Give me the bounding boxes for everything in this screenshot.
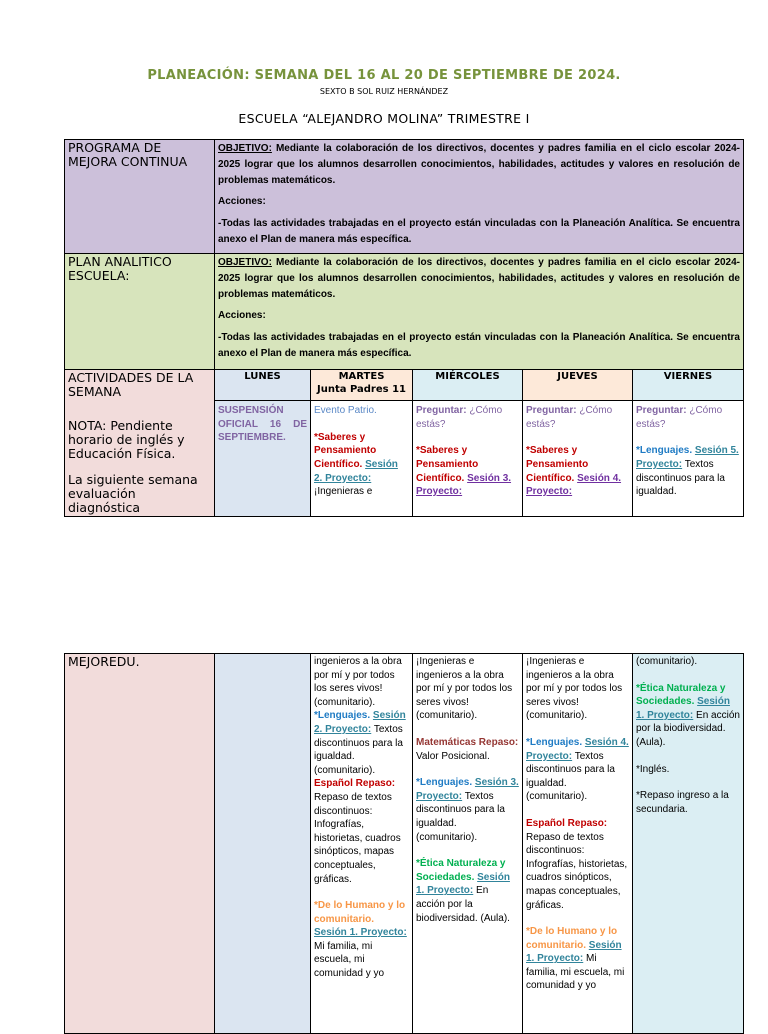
cell-martes: Evento Patrio. *Saberes y Pensamiento Científico. Sesión 2. Proyecto: ¡Ingenieras e (311, 401, 413, 517)
day-header-lunes: LUNES (215, 370, 311, 401)
programa-content (215, 140, 744, 254)
acciones-text: -Todas las actividades trabajadas en el proyecto están vinculadas con la Planeación Analítica. Se encuentra anexo el Plan de manera más específica. (218, 332, 740, 359)
objetivo-text: Mediante la colaboración de los directivos, docentes y padres familia en el ciclo escolar 2024-2025 lograr que los alumnos desarrollen conocimientos, habilidades, actitudes y valores en resolución de problemas matemáticos. (218, 143, 740, 186)
planning-table (64, 139, 744, 517)
programa-label: PROGRAMA DE MEJORA CONTINUA (65, 140, 215, 254)
actividades-title: ACTIVIDADES DE LA SEMANA (68, 370, 194, 399)
day-header-jueves: JUEVES (523, 370, 633, 401)
acciones-label: Acciones: (218, 196, 266, 208)
cell-viernes-cont: (comunitario). *Ética Naturaleza y Sociedades. Sesión 1. Proyecto: En acción por la biodiversidad. (Aula). *Inglés. *Repaso ingreso a la secundaria. (633, 654, 744, 1034)
teacher-name: SEXTO B SOL RUIZ HERNÁNDEZ (319, 87, 449, 96)
plan-content (215, 254, 744, 370)
actividades-label (65, 370, 215, 517)
cell-miercoles-cont: ¡Ingenieras e ingenieros a la obra por mí y por todos los seres vivos! (comunitario). Matemáticas Repaso: Valor Posicional. *Lenguajes. Sesión 3. Proyecto: Textos discontinuos para la igualdad. (comunitario). *Ética Naturaleza y Sociedades. Sesión 1. Proyecto: En acción por la biodiversidad. (Aula). (413, 654, 523, 1034)
objetivo-label: OBJETIVO: (218, 257, 272, 268)
cell-jueves-cont: ¡Ingenieras e ingenieros a la obra por mí y por todos los seres vivos! (comunitario). *Lenguajes. Sesión 4. Proyecto: Textos discontinuos para la igualdad. (comunitario). Español Repaso: Repaso de textos discontinuos: Infografías, historietas, cuadros sinópticos, mapas conceptuales, gráficas. *De lo Humano y lo comunitario. Sesión 1. Proyecto: Mi familia, mi escuela, mi comunidad y yo (523, 654, 633, 1034)
cell-jueves: Preguntar: ¿Cómo estás? *Saberes y Pensamiento Científico. Sesión 4. Proyecto: (523, 401, 633, 517)
acciones-label: Acciones: (218, 310, 266, 322)
objetivo-text: Mediante la colaboración de los directivos, docentes y padres familia en el ciclo escolar 2024-2025 lograr que los alumnos desarrollen conocimientos, habilidades, actitudes y valores en resolución de problemas matemáticos. (218, 257, 740, 300)
cell-martes-cont: ingenieros a la obra por mí y por todos los seres vivos! (comunitario). *Lenguajes. Sesión 2. Proyecto: Textos discontinuos para la igualdad. (comunitario). Español Repaso: Repaso de textos discontinuos: Infografías, historietas, cuadros sinópticos, mapas conceptuales, gráficas. *De lo Humano y lo comunitario. Sesión 1. Proyecto: Mi familia, mi escuela, mi comunidad y yo (311, 654, 413, 1034)
mejoredu-label: MEJOREDU. (65, 654, 215, 1034)
cell-lunes-cont (215, 654, 311, 1034)
cell-miercoles: Preguntar: ¿Cómo estás? *Saberes y Pensamiento Científico. Sesión 3. Proyecto: (413, 401, 523, 517)
cell-viernes: Preguntar: ¿Cómo estás? *Lenguajes. Sesión 5. Proyecto: Textos discontinuos para la igualdad. (633, 401, 744, 517)
page-title: PLANEACIÓN: SEMANA DEL 16 AL 20 DE SEPTIEMBRE DE 2024. (147, 68, 621, 83)
plan-label: PLAN ANALITICO ESCUELA: (65, 254, 215, 370)
acciones-text: -Todas las actividades trabajadas en el proyecto están vinculadas con la Planeación Analítica. Se encuentra anexo el Plan de manera más específica. (218, 218, 740, 245)
planning-table-continued (64, 653, 744, 1034)
nota-evaluacion: La siguiente semana evaluación diagnóstica (68, 472, 198, 515)
day-header-martes: MARTES Junta Padres 11 (311, 370, 413, 401)
day-header-viernes: VIERNES (633, 370, 744, 401)
nota: NOTA: Pendiente horario de inglés y Educación Física. (68, 418, 185, 461)
day-header-miercoles: MIÉRCOLES (413, 370, 523, 401)
cell-lunes: SUSPENSIÓN OFICIAL 16 DE SEPTIEMBRE. (215, 401, 311, 517)
objetivo-label: OBJETIVO: (218, 143, 272, 154)
school-name: ESCUELA “ALEJANDRO MOLINA” TRIMESTRE I (238, 111, 530, 126)
